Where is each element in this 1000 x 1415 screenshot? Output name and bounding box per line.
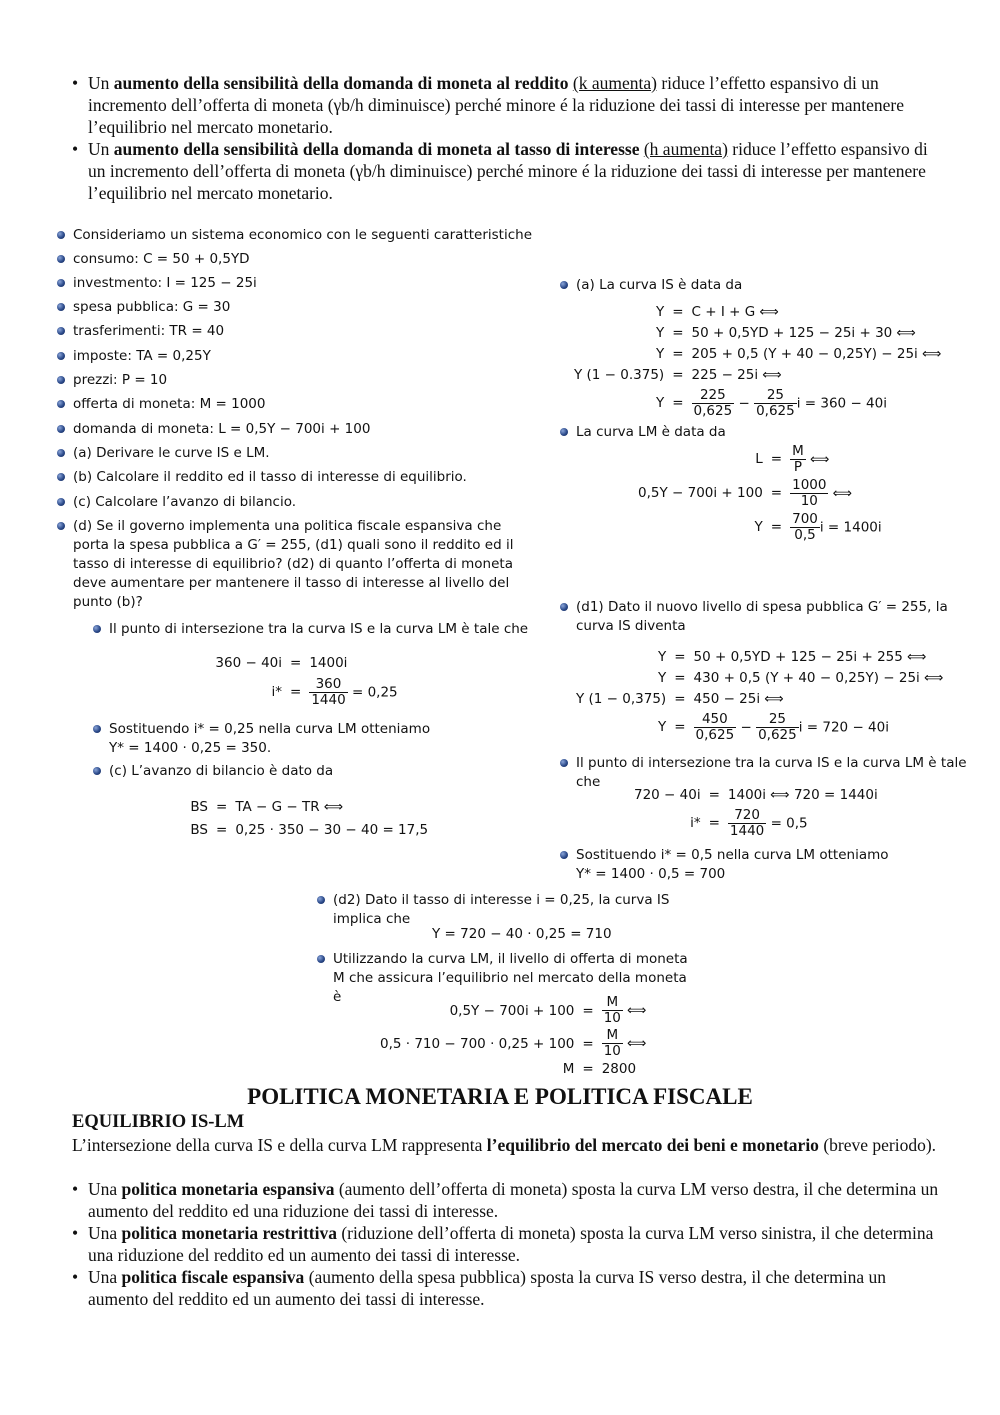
eq-sign: =: [674, 690, 686, 707]
eq-lhs: 0,5Y − 700i + 100: [449, 1002, 575, 1019]
fraction: [756, 712, 799, 743]
eq-tail: = 0,25: [351, 684, 398, 700]
bullet-ball: [57, 473, 65, 481]
text: spesa pubblica: G = 30: [73, 299, 231, 315]
eq-lhs: 360 − 40i: [215, 655, 282, 671]
bullet-ball: [57, 279, 65, 287]
exercise-item: [57, 444, 547, 463]
eq-rhs: C + I + G ⟺: [691, 303, 779, 320]
top-bullet-1: [72, 72, 942, 138]
text: investmento: I = 125 − 25i: [73, 275, 257, 291]
fraction: [790, 512, 820, 543]
exercise-item: [57, 371, 547, 390]
eq-lhs: Y (1 − 0.375): [574, 366, 665, 383]
text: Sostituendo i* = 0,25 nella curva LM otteniamo: [109, 721, 431, 737]
numerator: 1000: [792, 476, 827, 493]
denominator: 0,625: [758, 726, 797, 743]
eq-tail: i = 1400i: [819, 519, 882, 535]
bullet-ball: [560, 428, 568, 436]
budget-intro: [93, 762, 543, 781]
bullet-ball: [317, 896, 325, 904]
section-intro: [72, 1134, 942, 1156]
eq-sign: =: [770, 485, 783, 501]
policy-bullet-1: [72, 1178, 942, 1222]
text: Y* = 1400 · 0,5 = 700: [576, 866, 726, 882]
eq-sign: =: [770, 451, 783, 467]
lm-derivation: [634, 442, 886, 544]
eq-sign: =: [672, 366, 684, 383]
is-derivation: [570, 301, 945, 421]
eq-sign: =: [674, 669, 686, 686]
eq-rhs: 205 + 0,5 (Y + 40 − 0,25Y) − 25i ⟺: [691, 345, 942, 362]
eq-sign: =: [216, 798, 228, 815]
text: Un: [88, 139, 114, 159]
fraction: [790, 444, 806, 475]
fraction: [790, 478, 828, 509]
eq-lhs: L: [755, 451, 763, 467]
text: Consideriamo un sistema economico con le seguenti caratteristiche: [73, 227, 532, 243]
substitution: [93, 720, 543, 758]
eq-sign: =: [672, 345, 684, 362]
bullet-dot: •: [72, 73, 79, 93]
eq-tail: ⟺: [627, 1035, 647, 1052]
eq-sign: =: [582, 1002, 594, 1019]
bullet-dot: •: [72, 139, 79, 159]
text: (c) Calcolare l’avanzo di bilancio.: [73, 494, 297, 510]
text: L’intersezione della curva IS e della curva LM rappresenta: [72, 1135, 487, 1155]
bullet-ball: [93, 767, 101, 775]
bullet-ball: [560, 759, 568, 767]
bullet-ball: [57, 522, 65, 530]
d2-y-line: Y = 720 − 40 · 0,25 = 710: [432, 926, 612, 942]
text: (b) Calcolare il reddito ed il tasso di interesse di equilibrio.: [73, 469, 467, 485]
exercise-item: [57, 395, 547, 414]
eq-lhs: i*: [690, 815, 701, 831]
eq-sign: =: [672, 395, 684, 411]
eq-lhs: Y: [655, 303, 665, 320]
eq-sign: =: [674, 648, 686, 665]
section-title: POLITICA MONETARIA E POLITICA FISCALE: [247, 1084, 753, 1109]
exercise-item: [57, 468, 547, 487]
eq-lhs: i*: [271, 684, 282, 700]
bullet-ball: [57, 449, 65, 457]
eq-rhs: 430 + 0,5 (Y + 40 − 0,25Y) − 25i ⟺: [693, 669, 944, 686]
denominator: P: [793, 458, 803, 475]
eq-tail: = 0,5: [770, 815, 808, 831]
denominator: 10: [800, 492, 818, 509]
text: riduce l’effetto espansivo di un incremento dell’offerta di moneta (γb/h diminuisce) perché minore é la riduzione dei tassi di interesse per mantenere l’equilibrio nel mercato monetario.: [88, 139, 928, 203]
text: (d) Se il governo implementa una politica fiscale espansiva che porta la spesa pubblica a G′ = 255, (d1) quali sono il reddito ed il tasso di interesse di equilibrio? (d2) di quanto l’offerta di moneta deve aumentare per mantenere il tasso di interesse al livello del punto (b)?: [73, 518, 514, 610]
bullet-dot: •: [72, 1223, 79, 1243]
eq-lhs: Y: [657, 719, 667, 735]
eq-tail: ⟺: [627, 1002, 647, 1019]
text: consumo: C = 50 + 0,5YD: [73, 251, 250, 267]
fraction: [754, 388, 797, 419]
top-bullet-2: [72, 138, 942, 204]
eq-rhs: TA − G − TR ⟺: [235, 798, 344, 815]
eq-lhs: M: [562, 1061, 575, 1077]
section-subtitle: EQUILIBRIO IS-LM: [72, 1112, 245, 1132]
denominator: 10: [603, 1043, 621, 1059]
numerator: M: [602, 1028, 623, 1044]
numerator: 25: [756, 712, 799, 728]
lm-intro: [560, 423, 960, 442]
numerator: 450: [694, 712, 737, 728]
bullet-ball: [57, 425, 65, 433]
bold-text: politica monetaria espansiva: [121, 1179, 335, 1199]
numerator: 700: [792, 510, 818, 527]
eq-lhs: BS: [190, 798, 208, 815]
eq-sign: =: [708, 786, 720, 803]
exercise-item: [57, 493, 547, 512]
eq-lhs: Y: [655, 324, 665, 341]
numerator: 25: [754, 388, 797, 404]
policy-bullet-3: [72, 1266, 942, 1310]
text: Una: [88, 1179, 122, 1199]
eq-tail: ⟺: [810, 451, 830, 467]
eq-rhs: 225 − 25i ⟺: [691, 366, 782, 383]
minus: −: [738, 395, 750, 411]
text: (aumento dell’offerta di moneta) sposta la curva LM verso destra, il che determina un aumento del reddito ed una riduzione dei tassi di interesse.: [88, 1179, 939, 1221]
bullet-ball: [317, 955, 325, 963]
policy-bullet-2: [72, 1222, 942, 1266]
fraction: [602, 1028, 623, 1059]
text: prezzi: P = 10: [73, 372, 168, 388]
eq-lhs: Y: [655, 345, 665, 362]
intersection-intro: [93, 620, 543, 639]
exercise-item: [57, 226, 547, 245]
eq-sign: =: [582, 1035, 594, 1052]
exercise-item: [57, 347, 547, 366]
text: (a) Derivare le curve IS e LM.: [73, 445, 270, 461]
exercise-item: [57, 322, 547, 341]
bullet-dot: •: [72, 1179, 79, 1199]
eq-lhs: Y: [657, 648, 667, 665]
eq-lhs: 0,5Y − 700i + 100: [638, 485, 763, 501]
text: riduce l’effetto espansivo di un incremento dell’offerta di moneta (γb/h diminuisce) perché minore é la riduzione dei tassi di interesse per mantenere l’equilibrio nel mercato monetario.: [88, 73, 904, 137]
text: Sostituendo i* = 0,5 nella curva LM otteniamo: [576, 847, 889, 863]
exercise-item: [57, 298, 547, 317]
d1-substitution: [560, 846, 980, 884]
d2-money-equations: [376, 994, 651, 1078]
exercise-item: [57, 420, 547, 439]
text: imposte: TA = 0,25Y: [73, 348, 211, 364]
eq-tail: ⟺: [832, 485, 853, 501]
eq-rhs: 2800: [601, 1061, 637, 1077]
bullet-ball: [57, 352, 65, 360]
bold-text: aumento della sensibilità della domanda di moneta al reddito: [113, 73, 569, 93]
bullet-ball: [560, 281, 568, 289]
denominator: 0,625: [693, 402, 733, 419]
numerator: 360: [309, 677, 347, 693]
text: (d2) Dato il tasso di interesse i = 0,25, la curva IS implica che: [333, 892, 670, 927]
bullet-ball: [57, 303, 65, 311]
eq-rhs: 0,25 · 350 − 30 − 40 = 17,5: [235, 821, 429, 838]
eq-sign: =: [290, 655, 302, 671]
bold-text: politica fiscale espansiva: [121, 1267, 305, 1287]
numerator: M: [792, 442, 804, 459]
eq-rhs: 50 + 0,5YD + 125 − 25i + 30 ⟺: [691, 324, 916, 341]
bullet-ball: [560, 851, 568, 859]
text: Una: [88, 1223, 122, 1243]
eq-sign: =: [582, 1061, 594, 1077]
fraction: [694, 712, 737, 743]
eq-sign: =: [290, 684, 302, 700]
fraction: [692, 388, 735, 419]
eq-rhs: 450 − 25i ⟺: [693, 690, 784, 707]
budget-equations: [180, 795, 432, 841]
text: (breve periodo).: [818, 1135, 937, 1155]
text: Un: [88, 73, 114, 93]
text: Utilizzando la curva LM, il livello di offerta di moneta M che assicura l’equilibrio nel mercato della moneta è: [333, 951, 688, 1005]
numerator: 225: [692, 388, 735, 404]
text: (a) La curva IS è data da: [576, 277, 743, 293]
denominator: 0,625: [695, 726, 735, 743]
eq-lhs: Y: [657, 669, 667, 686]
eq-lhs: BS: [190, 821, 208, 838]
d1-intro: [560, 598, 960, 636]
eq-sign: =: [672, 303, 684, 320]
text: offerta di moneta: M = 1000: [73, 396, 266, 412]
eq-lhs: Y: [655, 395, 665, 411]
denominator: 1440: [729, 822, 765, 839]
bullet-ball: [93, 625, 101, 633]
text: Y* = 1400 · 0,25 = 350.: [109, 740, 272, 756]
bullet-ball: [57, 231, 65, 239]
exercise-item: [57, 517, 532, 612]
eq-sign: =: [770, 519, 783, 535]
fraction: [309, 677, 347, 708]
text: (aumento della spesa pubblica) sposta la curva IS verso destra, il che determina un aumento del reddito ed un aumento dei tassi di interesse.: [88, 1267, 886, 1309]
bullet-ball: [57, 255, 65, 263]
text: (c) L’avanzo di bilancio è dato da: [109, 763, 334, 779]
text: (riduzione dell’offerta di moneta) sposta la curva LM verso sinistra, il che determina una riduzione del reddito ed un aumento dei tassi di interesse.: [88, 1223, 934, 1265]
fraction: [602, 995, 623, 1026]
bullet-ball: [93, 725, 101, 733]
d1-intersection-equations: [630, 784, 882, 841]
eq-lhs: 0,5 · 710 − 700 · 0,25 + 100: [380, 1035, 575, 1052]
denominator: 1440: [311, 691, 346, 708]
denominator: 0,5: [794, 526, 816, 543]
bullet-ball: [57, 400, 65, 408]
bullet-ball: [57, 376, 65, 384]
text: Il punto di intersezione tra la curva IS e la curva LM è tale che: [109, 621, 529, 637]
exercise-item: [57, 274, 547, 293]
intersection-equations: [208, 652, 402, 710]
fraction: [728, 808, 766, 839]
minus: −: [740, 719, 752, 735]
text: trasferimenti: TR = 40: [73, 323, 225, 339]
bold-text: aumento della sensibilità della domanda di moneta al tasso di interesse: [113, 139, 640, 159]
text: La curva LM è data da: [576, 424, 726, 440]
bullet-ball: [57, 498, 65, 506]
text: domanda di moneta: L = 0,5Y − 700i + 100: [73, 421, 371, 437]
eq-rhs: 1400i ⟺ 720 = 1440i: [727, 786, 878, 803]
eq-sign: =: [674, 719, 686, 735]
d1-is-derivation: [572, 646, 947, 745]
numerator: 720: [728, 808, 766, 824]
eq-tail: i = 720 − 40i: [798, 719, 889, 735]
exercise-item: [57, 250, 547, 269]
numerator: M: [602, 995, 623, 1011]
eq-sign: =: [216, 821, 228, 838]
underline-text: (h aumenta): [643, 139, 728, 159]
underline-text: (k aumenta): [572, 73, 657, 93]
denominator: 10: [603, 1010, 621, 1026]
eq-lhs: 720 − 40i: [634, 786, 701, 803]
eq-lhs: Y (1 − 0,375): [576, 690, 667, 707]
bullet-ball: [57, 327, 65, 335]
bold-text: politica monetaria restrittiva: [121, 1223, 337, 1243]
text: Il punto di intersezione tra la curva IS e la curva LM è tale che: [576, 755, 967, 790]
eq-tail: i = 360 − 40i: [796, 395, 887, 411]
bullet-ball: [560, 603, 568, 611]
bold-text: l’equilibrio del mercato dei beni e monetario: [486, 1135, 819, 1155]
text: Una: [88, 1267, 122, 1287]
eq-sign: =: [672, 324, 684, 341]
denominator: 0,625: [756, 402, 795, 419]
eq-rhs: 1400i: [309, 655, 348, 671]
text: (d1) Dato il nuovo livello di spesa pubblica G′ = 255, la curva IS diventa: [576, 599, 948, 634]
eq-rhs: 50 + 0,5YD + 125 − 25i + 255 ⟺: [693, 648, 927, 665]
eq-lhs: Y: [754, 519, 763, 535]
d2-intro: [317, 891, 687, 929]
is-intro: [560, 276, 960, 295]
eq-sign: =: [708, 815, 720, 831]
bullet-dot: •: [72, 1267, 79, 1287]
